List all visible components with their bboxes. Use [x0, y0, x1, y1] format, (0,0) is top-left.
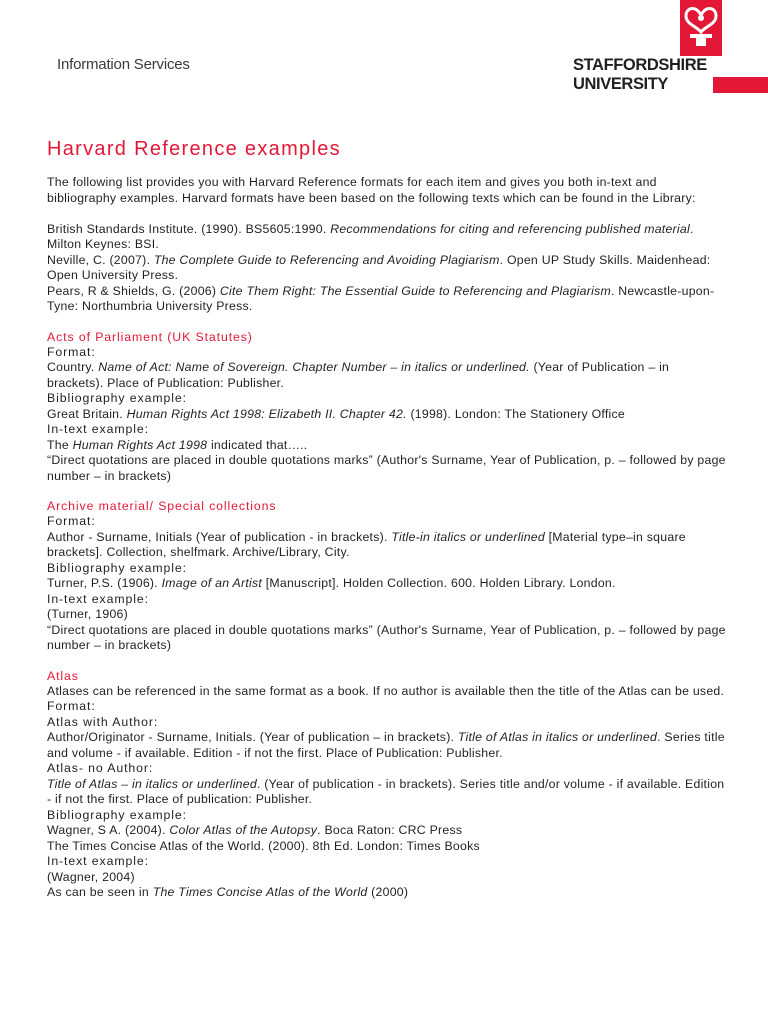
section-title-archive: Archive material/ Special collections: [47, 499, 277, 513]
format-label: Format:: [47, 699, 96, 713]
logo-text-staffordshire: STAFFORDSHIRE: [573, 56, 707, 74]
format-label: Format:: [47, 514, 96, 528]
format-label: Format:: [47, 344, 96, 359]
quotation-note: “Direct quotations are placed in double quotations marks” (Author's Surname, Year of Publication, p. – followed by page number – in brackets): [47, 453, 726, 483]
bibliography-example: Great Britain. Human Rights Act 1998: Elizabeth II. Chapter 42. (1998). London: The Stationery Office: [47, 406, 626, 421]
atlas-with-author-label: Atlas with Author:: [47, 714, 159, 729]
intext-example: (Turner, 1906): [47, 607, 128, 621]
bibliography-label: Bibliography example:: [47, 391, 187, 405]
section-title-atlas: Atlas: [47, 668, 79, 683]
quotation-note: “Direct quotations are placed in double quotations marks” (Author's Surname, Year of Publication, p. – followed by page number – in brackets): [47, 622, 726, 652]
intext-label: In-text example:: [47, 422, 149, 436]
intext-example: The Human Rights Act 1998 indicated that…..: [47, 437, 308, 452]
bibliography-example: The Times Concise Atlas of the World. (2000). 8th Ed. London: Times Books: [47, 838, 480, 853]
atlas-description: Atlases can be referenced in the same format as a book. If no author is available then the title of the Atlas can be used.: [47, 683, 725, 698]
bibliography-label: Bibliography example:: [47, 560, 187, 575]
bibliography-label: Bibliography example:: [47, 807, 187, 822]
source-citation: British Standards Institute. (1990). BS5605:1990. Recommendations for citing and referencing published material. Milton Keynes: BSI.: [47, 221, 694, 251]
atlas-no-author-label: Atlas- no Author:: [47, 761, 154, 775]
bibliography-example: Wagner, S A. (2004). Color Atlas of the Autopsy. Boca Raton: CRC Press: [47, 823, 463, 837]
intro-paragraph: The following list provides you with Harvard Reference formats for each item and gives you both in-text and bibliography examples. Harvard formats have been based on the following texts which can be found in the Library:: [47, 175, 696, 205]
university-logo: [572, 0, 768, 100]
stafford-knot-icon: [680, 0, 722, 56]
logo-text-university: UNIVERSITY: [573, 75, 669, 93]
section-title-acts: Acts of Parliament (UK Statutes): [47, 329, 253, 344]
bibliography-example: Turner, P.S. (1906). Image of an Artist [Manuscript]. Holden Collection. 600. Holden Library. London.: [47, 576, 616, 590]
format-text: Author/Originator - Surname, Initials. (Year of publication – in brackets). Title of Atlas in italics or underlined. Series title and volume - if available. Edition - if not the first. Place of Publication: Publisher.: [47, 730, 725, 760]
source-citation: Neville, C. (2007). The Complete Guide to Referencing and Avoiding Plagiarism. Open UP Study Skills. Maidenhead: Open University Press.: [47, 252, 711, 282]
source-citation: Pears, R & Shields, G. (2006) Cite Them Right: The Essential Guide to Referencing and Plagiarism. Newcastle-upon-Tyne: Northumbria University Press.: [47, 283, 715, 313]
logo-red-bar: [713, 77, 768, 93]
document-body: [47, 138, 727, 901]
page-title: Harvard Reference examples: [47, 138, 341, 160]
intext-example: As can be seen in The Times Concise Atlas of the World (2000): [47, 885, 409, 899]
format-text: Country. Name of Act: Name of Sovereign. Chapter Number – in italics or underlined. (Year of Publication – in brackets). Place of Publication: Publisher.: [47, 360, 670, 390]
intext-label: In-text example:: [47, 854, 149, 868]
intext-label: In-text example:: [47, 591, 149, 606]
department-label: Information Services: [57, 56, 190, 73]
format-text: Author - Surname, Initials (Year of publication - in brackets). Title-in italics or underlined [Material type–in square brackets]. Collection, shelfmark. Archive/Library, City.: [47, 529, 686, 559]
intext-example: (Wagner, 2004): [47, 869, 135, 884]
format-text: Title of Atlas – in italics or underlined. (Year of publication - in brackets). Series title and/or volume - if available. Edition - if not the first. Place of publication: Publisher.: [47, 776, 725, 806]
